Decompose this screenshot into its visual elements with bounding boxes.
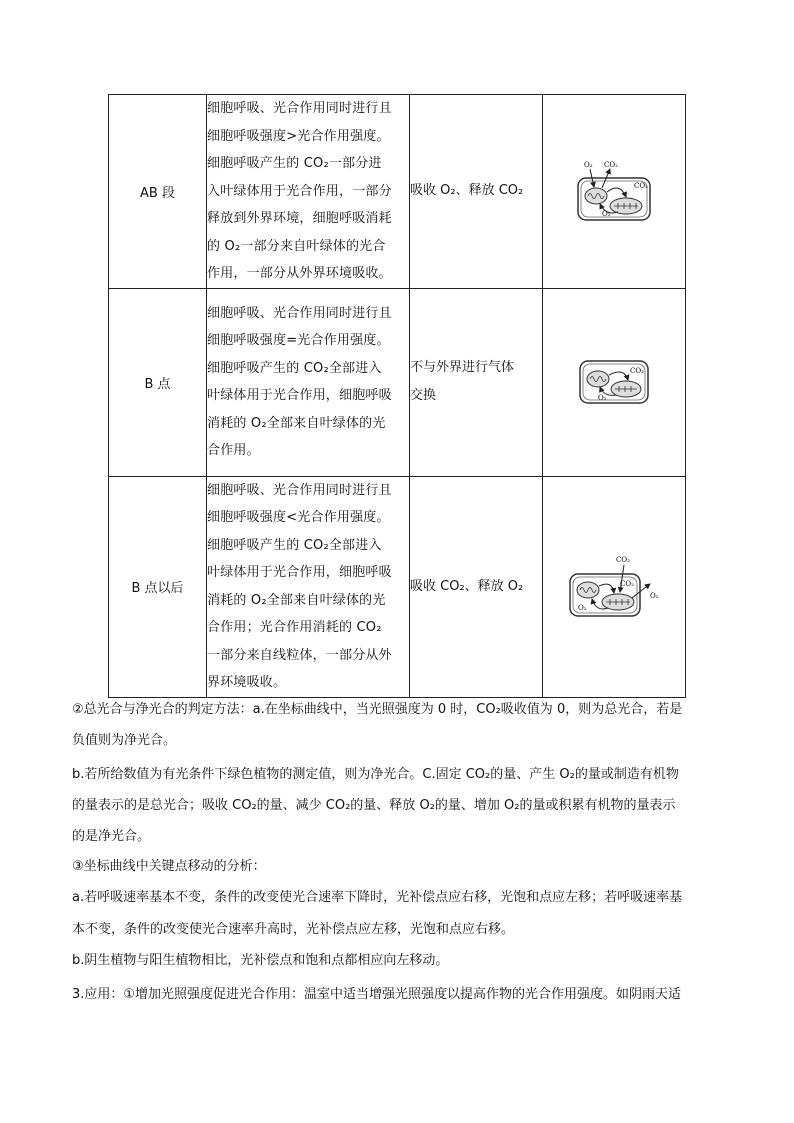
description-line: 细胞呼吸强度<光合作用强度。 — [207, 510, 390, 525]
paragraph-line: b.阴生植物与阳生植物相比，光补偿点和饱和点都相应向左移动。 — [72, 953, 449, 968]
description-line: 消耗的 O₂全部来自叶绿体的光 — [207, 592, 386, 608]
description-line: 细胞呼吸产生的 CO₂全部进入 — [207, 360, 382, 376]
paragraph-line: a.若呼吸速率基本不变，条件的改变使光合速率下降时，光补偿点应右移，光饱和点应左移；若呼吸速率基 — [72, 890, 683, 905]
table-row — [109, 288, 686, 476]
description-cell — [207, 95, 410, 289]
description-line: 消耗的 O₂全部来自叶绿体的光 — [207, 415, 386, 431]
cell-diagram-ab — [574, 158, 654, 224]
diagram-label: O₂ — [598, 394, 607, 402]
description-line: 的 O₂一部分来自叶绿体的光合 — [207, 238, 386, 254]
diagram-cell — [543, 95, 686, 289]
description-line: 细胞呼吸、光合作用同时进行且 — [207, 482, 392, 498]
stage-label: B 点 — [109, 288, 207, 476]
description-line: 细胞呼吸产生的 CO₂全部进入 — [207, 537, 382, 553]
content-table — [108, 94, 686, 698]
description-line: 细胞呼吸、光合作用同时进行且 — [207, 305, 392, 321]
description-line: 作用，一部分从外界环境吸收。 — [207, 266, 392, 281]
diagram-label: O₂ — [578, 603, 587, 612]
description-cell — [207, 476, 410, 697]
description-line: 叶绿体用于光合作用，细胞呼吸 — [207, 565, 392, 580]
gas-exchange-line: 吸收 O₂、释放 CO₂ — [410, 183, 524, 199]
description-line: 合作用；光合作用消耗的 CO₂ — [207, 620, 382, 635]
description-line: 细胞呼吸强度>光合作用强度。 — [207, 128, 390, 144]
diagram-label: CO₂ — [604, 161, 618, 170]
description-line: 一部分来自线粒体，一部分从外 — [207, 647, 392, 663]
gas-exchange-cell — [410, 476, 543, 697]
gas-exchange-line: 不与外界进行气体 — [410, 360, 515, 375]
diagram-label: CO₂ — [620, 579, 634, 588]
diagram-label: O₂ — [602, 210, 611, 219]
stage-label: B 点以后 — [109, 476, 207, 697]
cell-diagram-b — [576, 357, 652, 407]
diagram-label: CO₂ — [634, 182, 648, 191]
paragraph-line: 3.应用：①增加光照强度促进光合作用：温室中适当增强光照强度以提高作物的光合作用强度。如阴雨天适 — [72, 987, 682, 1002]
description-line: 细胞呼吸强度=光合作用强度。 — [207, 333, 390, 348]
gas-exchange-cell — [410, 288, 543, 476]
diagram-label: O₂ — [584, 161, 593, 170]
description-line: 合作用。 — [207, 443, 260, 458]
gas-exchange-cell — [410, 95, 543, 289]
description-line: 叶绿体用于光合作用，细胞呼吸 — [207, 388, 392, 403]
paragraph-line: ②总光合与净光合的判定方法：a.在坐标曲线中，当光照强度为 0 时，CO₂吸收值为 0，则为总光合，若是 — [72, 702, 683, 717]
description-line: 入叶绿体用于光合作用，一部分 — [207, 183, 392, 199]
table-row — [109, 476, 686, 697]
diagram-cell — [543, 476, 686, 697]
diagram-cell — [543, 288, 686, 476]
paragraph-line: 的是净光合。 — [72, 829, 151, 844]
paragraph-line: 本不变，条件的改变使光合速率升高时，光补偿点应左移，光饱和点应右移。 — [72, 922, 515, 937]
description-line: 释放到外界环境，细胞呼吸消耗 — [207, 211, 392, 226]
description-line: 界环境吸收。 — [207, 675, 287, 690]
description-line: 细胞呼吸产生的 CO₂一部分进 — [207, 156, 382, 171]
diagram-label: CO₂ — [616, 555, 630, 564]
paragraph-line: ③坐标曲线中关键点移动的分析： — [72, 859, 266, 874]
paragraph-line: 的量表示的是总光合；吸收 CO₂的量、减少 CO₂的量、释放 O₂的量、增加 O₂的量或积累有机物的量表示 — [72, 798, 676, 813]
table-row — [109, 95, 686, 289]
gas-exchange-line: 吸收 CO₂、释放 O₂ — [410, 578, 524, 594]
description-line: 细胞呼吸、光合作用同时进行且 — [207, 101, 392, 116]
diagram-label: O₂ — [650, 591, 659, 600]
stage-label: AB 段 — [109, 95, 207, 289]
gas-exchange-line: 交换 — [410, 388, 437, 403]
diagram-label: CO₂ — [630, 367, 644, 375]
cell-diagram-after-b — [564, 554, 664, 620]
description-cell — [207, 288, 410, 476]
paragraph-line: b.若所给数值为有光条件下绿色植物的测定值，则为净光合。C.固定 CO₂的量、产生 O₂的量或制造有机物 — [72, 767, 679, 782]
paragraph-line: 负值则为净光合。 — [72, 733, 177, 748]
